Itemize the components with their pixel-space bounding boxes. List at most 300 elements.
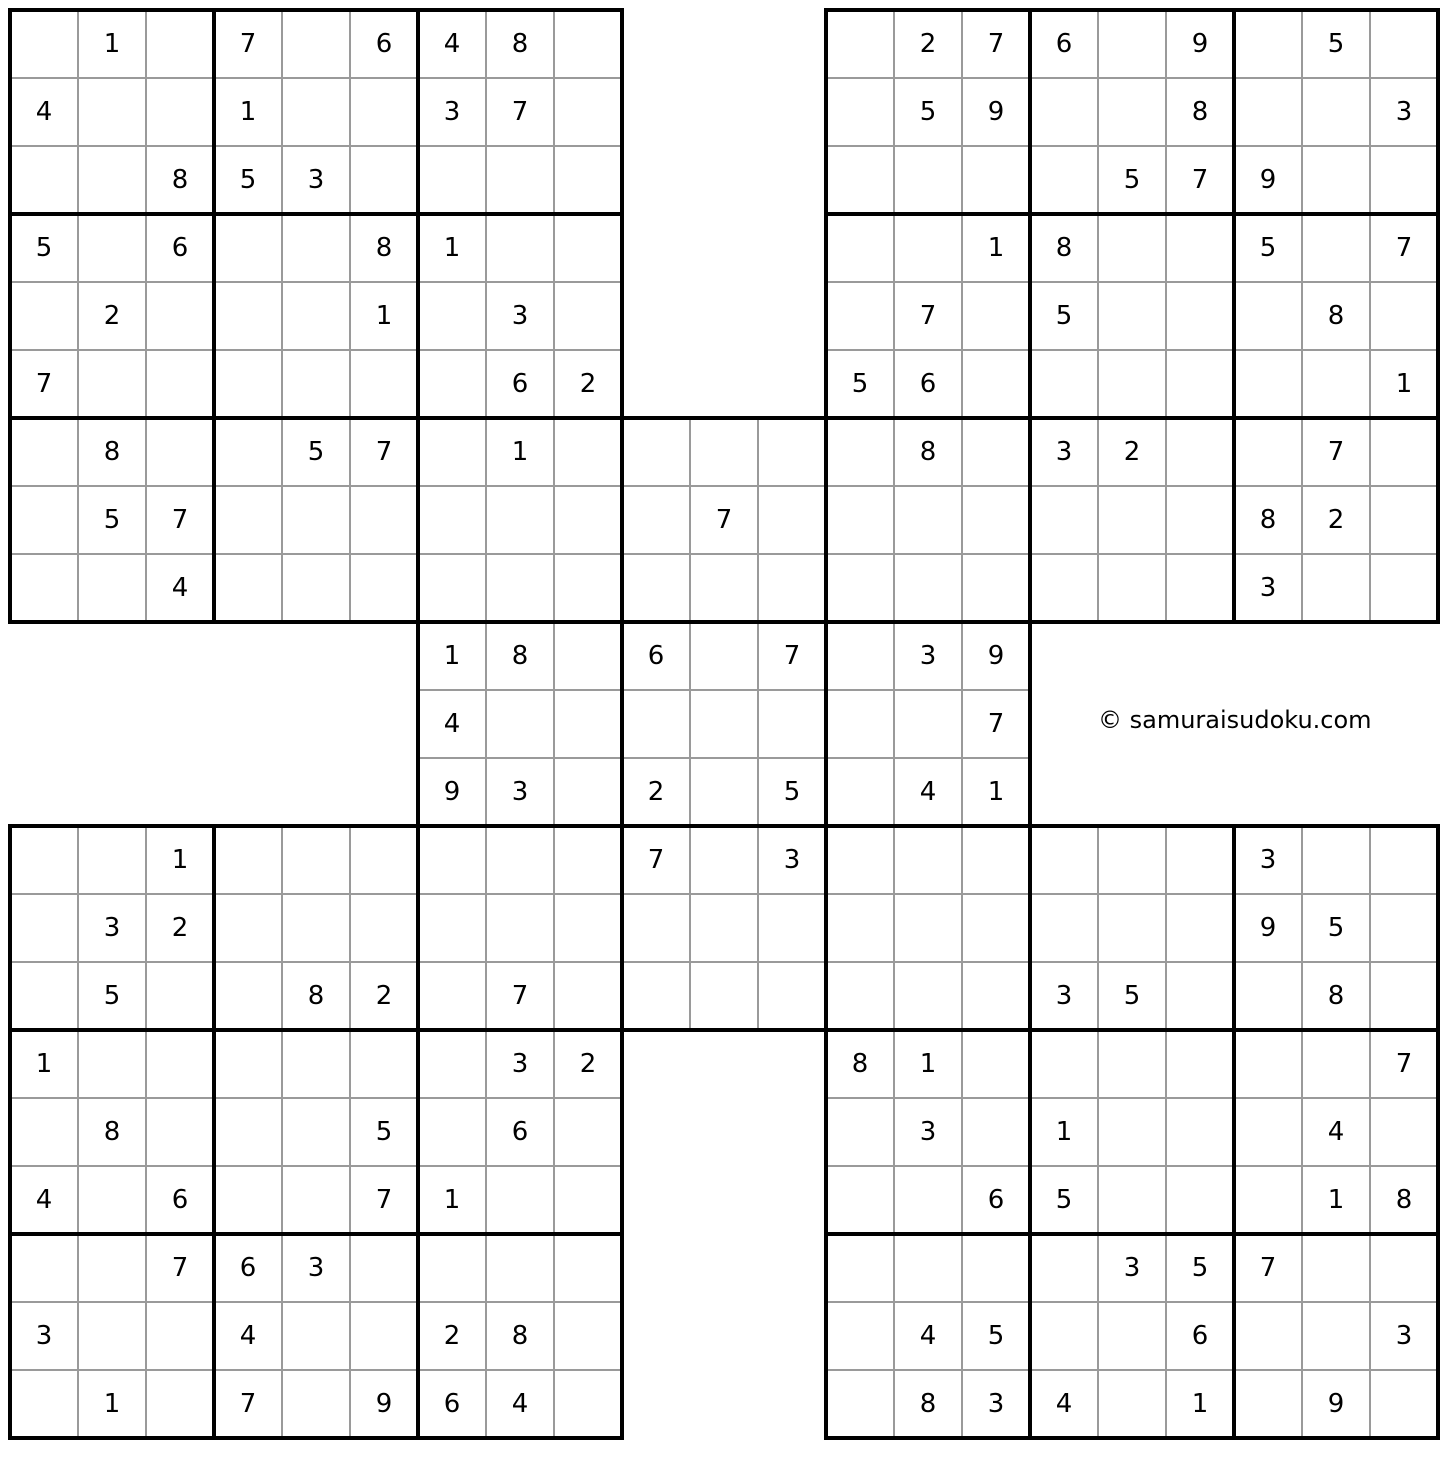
sudoku-cell[interactable] xyxy=(758,554,826,622)
sudoku-cell[interactable] xyxy=(826,622,894,690)
sudoku-cell[interactable]: 8 xyxy=(1191,97,1209,127)
sudoku-cell[interactable] xyxy=(962,418,1030,486)
sudoku-cell[interactable] xyxy=(554,1370,622,1438)
sudoku-cell[interactable]: 5 xyxy=(783,777,801,807)
sudoku-cell[interactable] xyxy=(418,1098,486,1166)
sudoku-cell[interactable] xyxy=(1030,554,1098,622)
sudoku-cell[interactable]: 3 xyxy=(783,845,801,875)
sudoku-cell[interactable] xyxy=(1302,146,1370,214)
sudoku-cell[interactable]: 6 xyxy=(239,1253,257,1283)
sudoku-cell[interactable] xyxy=(826,554,894,622)
sudoku-cell[interactable] xyxy=(758,418,826,486)
sudoku-cell[interactable] xyxy=(1166,418,1234,486)
sudoku-cell[interactable] xyxy=(1234,1166,1302,1234)
sudoku-cell[interactable] xyxy=(282,10,350,78)
sudoku-cell[interactable]: 6 xyxy=(1055,29,1073,59)
sudoku-cell[interactable]: 4 xyxy=(919,1321,937,1351)
sudoku-cell[interactable] xyxy=(10,826,78,894)
sudoku-cell[interactable] xyxy=(826,282,894,350)
sudoku-cell[interactable] xyxy=(1098,1166,1166,1234)
sudoku-cell[interactable] xyxy=(214,894,282,962)
sudoku-cell[interactable] xyxy=(214,1166,282,1234)
sudoku-cell[interactable]: 3 xyxy=(443,97,461,127)
sudoku-cell[interactable] xyxy=(1030,1030,1098,1098)
sudoku-cell[interactable] xyxy=(1166,1166,1234,1234)
sudoku-cell[interactable]: 1 xyxy=(103,1389,121,1419)
sudoku-cell[interactable] xyxy=(894,146,962,214)
sudoku-cell[interactable] xyxy=(10,962,78,1030)
sudoku-cell[interactable]: 9 xyxy=(987,641,1005,671)
sudoku-cell[interactable] xyxy=(758,894,826,962)
sudoku-cell[interactable] xyxy=(214,962,282,1030)
sudoku-cell[interactable]: 5 xyxy=(1259,233,1277,263)
sudoku-cell[interactable]: 7 xyxy=(511,97,529,127)
sudoku-cell[interactable]: 3 xyxy=(1259,573,1277,603)
sudoku-cell[interactable]: 5 xyxy=(1055,1185,1073,1215)
sudoku-cell[interactable] xyxy=(1302,78,1370,146)
sudoku-cell[interactable]: 7 xyxy=(715,505,733,535)
sudoku-cell[interactable]: 9 xyxy=(375,1389,393,1419)
sudoku-cell[interactable] xyxy=(826,486,894,554)
sudoku-cell[interactable] xyxy=(1370,486,1438,554)
sudoku-cell[interactable] xyxy=(214,282,282,350)
sudoku-cell[interactable] xyxy=(418,826,486,894)
sudoku-cell[interactable] xyxy=(418,146,486,214)
sudoku-cell[interactable]: 8 xyxy=(171,165,189,195)
sudoku-cell[interactable] xyxy=(1302,214,1370,282)
sudoku-cell[interactable] xyxy=(962,1098,1030,1166)
sudoku-cell[interactable]: 5 xyxy=(103,505,121,535)
sudoku-cell[interactable] xyxy=(1234,350,1302,418)
sudoku-cell[interactable] xyxy=(1098,10,1166,78)
sudoku-cell[interactable]: 7 xyxy=(1259,1253,1277,1283)
sudoku-cell[interactable]: 8 xyxy=(1395,1185,1413,1215)
sudoku-cell[interactable] xyxy=(690,962,758,1030)
sudoku-cell[interactable]: 5 xyxy=(103,981,121,1011)
sudoku-cell[interactable] xyxy=(1030,1234,1098,1302)
sudoku-cell[interactable]: 7 xyxy=(987,29,1005,59)
sudoku-cell[interactable] xyxy=(282,554,350,622)
sudoku-cell[interactable]: 5 xyxy=(307,437,325,467)
sudoku-cell[interactable] xyxy=(1030,78,1098,146)
sudoku-cell[interactable] xyxy=(214,214,282,282)
sudoku-cell[interactable]: 1 xyxy=(1191,1389,1209,1419)
sudoku-cell[interactable] xyxy=(282,1098,350,1166)
sudoku-cell[interactable] xyxy=(1302,350,1370,418)
sudoku-cell[interactable]: 1 xyxy=(511,437,529,467)
sudoku-cell[interactable] xyxy=(1098,894,1166,962)
sudoku-cell[interactable]: 2 xyxy=(919,29,937,59)
sudoku-cell[interactable]: 8 xyxy=(103,1117,121,1147)
sudoku-cell[interactable] xyxy=(418,894,486,962)
sudoku-cell[interactable] xyxy=(1166,894,1234,962)
sudoku-cell[interactable]: 3 xyxy=(919,641,937,671)
sudoku-cell[interactable]: 7 xyxy=(1395,233,1413,263)
sudoku-cell[interactable]: 1 xyxy=(171,845,189,875)
sudoku-cell[interactable] xyxy=(282,78,350,146)
sudoku-cell[interactable]: 1 xyxy=(987,233,1005,263)
sudoku-cell[interactable] xyxy=(418,282,486,350)
sudoku-cell[interactable]: 5 xyxy=(239,165,257,195)
sudoku-cell[interactable] xyxy=(486,826,554,894)
sudoku-cell[interactable]: 5 xyxy=(1123,981,1141,1011)
sudoku-cell[interactable] xyxy=(554,486,622,554)
sudoku-cell[interactable]: 5 xyxy=(1191,1253,1209,1283)
sudoku-cell[interactable]: 8 xyxy=(919,1389,937,1419)
sudoku-cell[interactable]: 7 xyxy=(1395,1049,1413,1079)
sudoku-cell[interactable] xyxy=(1370,146,1438,214)
sudoku-cell[interactable] xyxy=(826,690,894,758)
sudoku-cell[interactable] xyxy=(418,554,486,622)
sudoku-cell[interactable]: 9 xyxy=(1259,165,1277,195)
sudoku-cell[interactable] xyxy=(826,1098,894,1166)
sudoku-cell[interactable]: 2 xyxy=(1327,505,1345,535)
sudoku-cell[interactable]: 2 xyxy=(171,913,189,943)
sudoku-cell[interactable]: 4 xyxy=(35,1185,53,1215)
sudoku-cell[interactable] xyxy=(1302,1030,1370,1098)
sudoku-cell[interactable] xyxy=(1030,894,1098,962)
sudoku-cell[interactable] xyxy=(826,758,894,826)
sudoku-cell[interactable] xyxy=(350,146,418,214)
sudoku-cell[interactable] xyxy=(486,554,554,622)
sudoku-cell[interactable]: 5 xyxy=(987,1321,1005,1351)
sudoku-cell[interactable]: 3 xyxy=(919,1117,937,1147)
sudoku-cell[interactable] xyxy=(146,418,214,486)
sudoku-cell[interactable] xyxy=(418,962,486,1030)
sudoku-cell[interactable]: 8 xyxy=(307,981,325,1011)
sudoku-cell[interactable] xyxy=(1302,554,1370,622)
sudoku-cell[interactable] xyxy=(78,146,146,214)
sudoku-cell[interactable] xyxy=(10,1370,78,1438)
sudoku-cell[interactable] xyxy=(826,214,894,282)
sudoku-cell[interactable]: 1 xyxy=(103,29,121,59)
sudoku-cell[interactable] xyxy=(826,962,894,1030)
sudoku-cell[interactable] xyxy=(826,146,894,214)
sudoku-cell[interactable] xyxy=(962,894,1030,962)
sudoku-cell[interactable]: 3 xyxy=(1055,437,1073,467)
sudoku-cell[interactable] xyxy=(622,962,690,1030)
sudoku-cell[interactable] xyxy=(146,282,214,350)
sudoku-cell[interactable] xyxy=(554,1234,622,1302)
sudoku-cell[interactable] xyxy=(1302,1234,1370,1302)
sudoku-cell[interactable]: 3 xyxy=(511,301,529,331)
sudoku-cell[interactable] xyxy=(1166,962,1234,1030)
sudoku-cell[interactable] xyxy=(418,418,486,486)
sudoku-cell[interactable] xyxy=(1370,1098,1438,1166)
sudoku-cell[interactable] xyxy=(1370,554,1438,622)
sudoku-cell[interactable] xyxy=(554,78,622,146)
sudoku-cell[interactable] xyxy=(1302,826,1370,894)
sudoku-cell[interactable] xyxy=(214,1030,282,1098)
sudoku-cell[interactable] xyxy=(486,690,554,758)
sudoku-cell[interactable] xyxy=(1030,486,1098,554)
sudoku-cell[interactable] xyxy=(214,350,282,418)
sudoku-cell[interactable]: 7 xyxy=(1327,437,1345,467)
sudoku-cell[interactable] xyxy=(962,486,1030,554)
sudoku-cell[interactable] xyxy=(1370,826,1438,894)
sudoku-cell[interactable]: 3 xyxy=(1123,1253,1141,1283)
sudoku-cell[interactable] xyxy=(10,894,78,962)
sudoku-cell[interactable] xyxy=(1098,78,1166,146)
sudoku-cell[interactable]: 8 xyxy=(1327,301,1345,331)
sudoku-cell[interactable] xyxy=(1370,282,1438,350)
sudoku-cell[interactable]: 4 xyxy=(239,1321,257,1351)
sudoku-cell[interactable]: 6 xyxy=(511,369,529,399)
sudoku-cell[interactable] xyxy=(282,1030,350,1098)
sudoku-cell[interactable]: 3 xyxy=(35,1321,53,1351)
sudoku-cell[interactable]: 3 xyxy=(307,165,325,195)
sudoku-cell[interactable] xyxy=(146,1302,214,1370)
sudoku-cell[interactable]: 5 xyxy=(851,369,869,399)
sudoku-cell[interactable] xyxy=(1370,418,1438,486)
sudoku-cell[interactable] xyxy=(690,826,758,894)
sudoku-cell[interactable] xyxy=(1098,282,1166,350)
sudoku-cell[interactable]: 1 xyxy=(239,97,257,127)
sudoku-cell[interactable] xyxy=(1234,1030,1302,1098)
sudoku-cell[interactable] xyxy=(622,690,690,758)
sudoku-cell[interactable] xyxy=(554,214,622,282)
sudoku-cell[interactable] xyxy=(350,554,418,622)
sudoku-cell[interactable] xyxy=(350,486,418,554)
sudoku-cell[interactable] xyxy=(486,486,554,554)
sudoku-cell[interactable] xyxy=(282,1370,350,1438)
sudoku-cell[interactable]: 1 xyxy=(443,233,461,263)
sudoku-cell[interactable] xyxy=(350,826,418,894)
sudoku-cell[interactable] xyxy=(10,146,78,214)
sudoku-cell[interactable]: 6 xyxy=(1191,1321,1209,1351)
sudoku-cell[interactable] xyxy=(894,214,962,282)
sudoku-cell[interactable] xyxy=(10,10,78,78)
sudoku-cell[interactable]: 3 xyxy=(511,777,529,807)
sudoku-cell[interactable] xyxy=(894,1166,962,1234)
sudoku-cell[interactable] xyxy=(894,826,962,894)
sudoku-cell[interactable] xyxy=(146,1030,214,1098)
sudoku-cell[interactable]: 6 xyxy=(647,641,665,671)
sudoku-cell[interactable] xyxy=(1370,10,1438,78)
sudoku-cell[interactable]: 1 xyxy=(1327,1185,1345,1215)
sudoku-cell[interactable]: 5 xyxy=(375,1117,393,1147)
sudoku-cell[interactable] xyxy=(350,1302,418,1370)
sudoku-cell[interactable]: 9 xyxy=(443,777,461,807)
sudoku-cell[interactable]: 1 xyxy=(443,1185,461,1215)
sudoku-cell[interactable]: 5 xyxy=(35,233,53,263)
sudoku-cell[interactable] xyxy=(350,894,418,962)
sudoku-cell[interactable] xyxy=(214,486,282,554)
sudoku-cell[interactable] xyxy=(486,1166,554,1234)
sudoku-cell[interactable] xyxy=(1098,1030,1166,1098)
sudoku-cell[interactable] xyxy=(1098,1370,1166,1438)
sudoku-cell[interactable]: 5 xyxy=(1327,913,1345,943)
sudoku-cell[interactable] xyxy=(1166,282,1234,350)
sudoku-cell[interactable] xyxy=(894,486,962,554)
sudoku-cell[interactable] xyxy=(1370,1370,1438,1438)
sudoku-cell[interactable] xyxy=(690,690,758,758)
sudoku-cell[interactable]: 1 xyxy=(375,301,393,331)
sudoku-cell[interactable] xyxy=(146,962,214,1030)
sudoku-cell[interactable] xyxy=(622,418,690,486)
sudoku-cell[interactable] xyxy=(826,78,894,146)
sudoku-cell[interactable]: 7 xyxy=(1191,165,1209,195)
sudoku-cell[interactable] xyxy=(78,826,146,894)
sudoku-cell[interactable] xyxy=(894,554,962,622)
sudoku-cell[interactable]: 8 xyxy=(511,1321,529,1351)
sudoku-cell[interactable]: 5 xyxy=(1327,29,1345,59)
sudoku-cell[interactable]: 1 xyxy=(919,1049,937,1079)
sudoku-cell[interactable] xyxy=(1234,418,1302,486)
sudoku-cell[interactable] xyxy=(1166,1098,1234,1166)
sudoku-cell[interactable]: 7 xyxy=(239,29,257,59)
sudoku-cell[interactable] xyxy=(554,418,622,486)
sudoku-cell[interactable]: 3 xyxy=(1259,845,1277,875)
sudoku-cell[interactable] xyxy=(554,554,622,622)
sudoku-cell[interactable] xyxy=(826,1370,894,1438)
sudoku-cell[interactable] xyxy=(1030,350,1098,418)
sudoku-cell[interactable] xyxy=(1370,894,1438,962)
sudoku-cell[interactable]: 8 xyxy=(1327,981,1345,1011)
sudoku-cell[interactable]: 4 xyxy=(443,709,461,739)
sudoku-cell[interactable]: 7 xyxy=(171,1253,189,1283)
sudoku-cell[interactable] xyxy=(1030,1302,1098,1370)
sudoku-cell[interactable]: 9 xyxy=(1259,913,1277,943)
sudoku-cell[interactable] xyxy=(758,690,826,758)
sudoku-cell[interactable]: 3 xyxy=(511,1049,529,1079)
sudoku-cell[interactable] xyxy=(1234,282,1302,350)
sudoku-cell[interactable] xyxy=(10,554,78,622)
sudoku-cell[interactable] xyxy=(622,486,690,554)
sudoku-cell[interactable] xyxy=(146,10,214,78)
sudoku-cell[interactable] xyxy=(418,486,486,554)
sudoku-cell[interactable]: 3 xyxy=(103,913,121,943)
sudoku-cell[interactable] xyxy=(282,486,350,554)
sudoku-cell[interactable]: 3 xyxy=(1055,981,1073,1011)
sudoku-cell[interactable] xyxy=(1166,214,1234,282)
sudoku-cell[interactable] xyxy=(214,826,282,894)
sudoku-cell[interactable]: 1 xyxy=(1395,369,1413,399)
sudoku-cell[interactable] xyxy=(826,1234,894,1302)
sudoku-cell[interactable]: 2 xyxy=(647,777,665,807)
sudoku-cell[interactable]: 8 xyxy=(1055,233,1073,263)
sudoku-cell[interactable]: 6 xyxy=(171,1185,189,1215)
sudoku-cell[interactable]: 6 xyxy=(443,1389,461,1419)
sudoku-cell[interactable] xyxy=(1234,1098,1302,1166)
sudoku-cell[interactable] xyxy=(554,10,622,78)
sudoku-cell[interactable] xyxy=(894,962,962,1030)
sudoku-cell[interactable]: 4 xyxy=(1327,1117,1345,1147)
sudoku-cell[interactable]: 6 xyxy=(511,1117,529,1147)
sudoku-cell[interactable]: 7 xyxy=(375,437,393,467)
sudoku-cell[interactable] xyxy=(282,214,350,282)
sudoku-cell[interactable]: 6 xyxy=(987,1185,1005,1215)
sudoku-cell[interactable] xyxy=(554,962,622,1030)
sudoku-cell[interactable]: 8 xyxy=(375,233,393,263)
sudoku-cell[interactable] xyxy=(962,1030,1030,1098)
sudoku-cell[interactable]: 2 xyxy=(443,1321,461,1351)
sudoku-cell[interactable] xyxy=(78,214,146,282)
sudoku-cell[interactable]: 3 xyxy=(307,1253,325,1283)
sudoku-cell[interactable] xyxy=(282,350,350,418)
sudoku-cell[interactable] xyxy=(350,350,418,418)
sudoku-cell[interactable]: 7 xyxy=(171,505,189,535)
sudoku-cell[interactable] xyxy=(78,350,146,418)
sudoku-cell[interactable]: 2 xyxy=(375,981,393,1011)
sudoku-cell[interactable] xyxy=(962,146,1030,214)
sudoku-cell[interactable]: 7 xyxy=(375,1185,393,1215)
sudoku-cell[interactable]: 7 xyxy=(987,709,1005,739)
sudoku-cell[interactable] xyxy=(894,1234,962,1302)
sudoku-cell[interactable] xyxy=(78,1302,146,1370)
sudoku-cell[interactable] xyxy=(214,418,282,486)
sudoku-cell[interactable] xyxy=(622,894,690,962)
sudoku-cell[interactable] xyxy=(10,1234,78,1302)
sudoku-cell[interactable] xyxy=(962,1234,1030,1302)
sudoku-cell[interactable]: 8 xyxy=(511,641,529,671)
sudoku-cell[interactable] xyxy=(282,1166,350,1234)
sudoku-cell[interactable]: 7 xyxy=(511,981,529,1011)
sudoku-cell[interactable] xyxy=(554,622,622,690)
sudoku-cell[interactable]: 1 xyxy=(1055,1117,1073,1147)
sudoku-cell[interactable]: 2 xyxy=(579,1049,597,1079)
sudoku-cell[interactable]: 2 xyxy=(1123,437,1141,467)
sudoku-cell[interactable]: 6 xyxy=(919,369,937,399)
sudoku-cell[interactable] xyxy=(554,1098,622,1166)
sudoku-cell[interactable] xyxy=(554,146,622,214)
sudoku-cell[interactable]: 8 xyxy=(851,1049,869,1079)
sudoku-cell[interactable] xyxy=(758,962,826,1030)
sudoku-cell[interactable]: 9 xyxy=(1191,29,1209,59)
sudoku-cell[interactable]: 5 xyxy=(919,97,937,127)
sudoku-cell[interactable] xyxy=(554,1166,622,1234)
sudoku-cell[interactable] xyxy=(554,1302,622,1370)
sudoku-cell[interactable] xyxy=(690,622,758,690)
sudoku-cell[interactable] xyxy=(350,1030,418,1098)
sudoku-cell[interactable] xyxy=(350,1234,418,1302)
sudoku-cell[interactable] xyxy=(486,214,554,282)
sudoku-cell[interactable]: 4 xyxy=(1055,1389,1073,1419)
sudoku-cell[interactable]: 4 xyxy=(511,1389,529,1419)
sudoku-cell[interactable]: 7 xyxy=(647,845,665,875)
sudoku-cell[interactable] xyxy=(554,826,622,894)
sudoku-cell[interactable] xyxy=(1166,554,1234,622)
sudoku-cell[interactable] xyxy=(826,826,894,894)
sudoku-cell[interactable]: 9 xyxy=(987,97,1005,127)
sudoku-cell[interactable] xyxy=(826,894,894,962)
sudoku-cell[interactable]: 7 xyxy=(783,641,801,671)
sudoku-cell[interactable] xyxy=(554,282,622,350)
sudoku-cell[interactable] xyxy=(894,690,962,758)
sudoku-cell[interactable] xyxy=(690,554,758,622)
sudoku-cell[interactable] xyxy=(10,486,78,554)
sudoku-cell[interactable]: 6 xyxy=(171,233,189,263)
sudoku-cell[interactable] xyxy=(350,78,418,146)
sudoku-cell[interactable]: 8 xyxy=(919,437,937,467)
sudoku-cell[interactable] xyxy=(10,1098,78,1166)
sudoku-cell[interactable] xyxy=(78,554,146,622)
sudoku-cell[interactable]: 7 xyxy=(919,301,937,331)
sudoku-cell[interactable] xyxy=(1098,826,1166,894)
sudoku-cell[interactable] xyxy=(1234,1302,1302,1370)
sudoku-cell[interactable]: 6 xyxy=(375,29,393,59)
sudoku-cell[interactable] xyxy=(826,10,894,78)
sudoku-cell[interactable] xyxy=(1302,1302,1370,1370)
sudoku-cell[interactable] xyxy=(1098,1302,1166,1370)
sudoku-cell[interactable] xyxy=(1098,554,1166,622)
sudoku-cell[interactable]: 7 xyxy=(239,1389,257,1419)
sudoku-cell[interactable] xyxy=(962,826,1030,894)
sudoku-cell[interactable] xyxy=(690,894,758,962)
sudoku-cell[interactable] xyxy=(146,1370,214,1438)
sudoku-cell[interactable] xyxy=(418,1234,486,1302)
sudoku-cell[interactable] xyxy=(1098,350,1166,418)
